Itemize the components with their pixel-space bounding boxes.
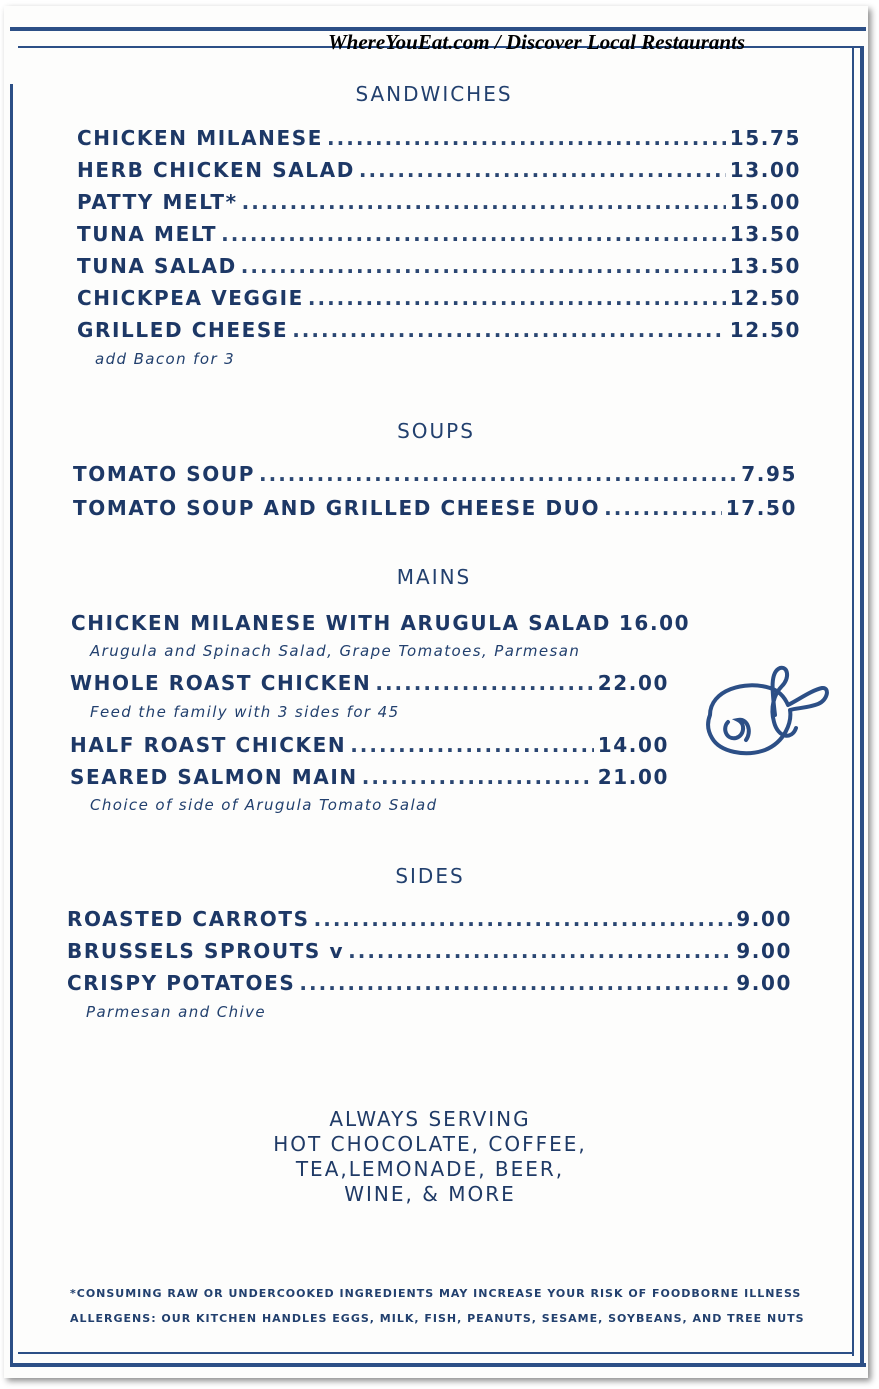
item-name: PATTY MELT* (77, 190, 238, 214)
item-name: TUNA SALAD (77, 254, 237, 278)
menu-item (70, 765, 669, 789)
menu-item (77, 254, 801, 278)
item-note: Choice of side of Arugula Tomato Salad (90, 796, 438, 814)
frame-border-right (860, 46, 864, 1366)
menu-item (77, 190, 801, 214)
item-name: TUNA MELT (77, 222, 218, 246)
frame-inner-bottom (18, 1352, 854, 1354)
always-serving-heading: ALWAYS SERVING (329, 1107, 531, 1131)
item-price: 13.50 (729, 254, 801, 278)
dot-leader (299, 971, 732, 995)
item-name: TOMATO SOUP AND GRILLED CHEESE DUO (73, 496, 601, 520)
section-heading-sides: SIDES (395, 864, 465, 888)
dot-leader (375, 671, 593, 695)
section-heading-sandwiches: SANDWICHES (355, 82, 513, 106)
item-price: 15.00 (729, 190, 801, 214)
always-serving-line: WINE, & MORE (344, 1182, 516, 1206)
chicken-line-icon (700, 660, 830, 760)
item-price: 13.00 (729, 158, 801, 182)
menu-item (71, 611, 691, 635)
dot-leader (292, 318, 726, 342)
always-serving-block (230, 1107, 630, 1207)
always-serving-line: TEA,LEMONADE, BEER, (295, 1157, 565, 1181)
menu-item (70, 671, 669, 695)
menu-item (77, 318, 801, 342)
item-price: 12.50 (729, 286, 801, 310)
item-name: HALF ROAST CHICKEN (70, 733, 347, 757)
item-price: 13.50 (729, 222, 801, 246)
item-note: Feed the family with 3 sides for 45 (90, 703, 400, 721)
item-note: Arugula and Spinach Salad, Grape Tomatoes, Parmesan (90, 642, 581, 660)
item-price: 9.00 (736, 907, 792, 931)
menu-item (77, 158, 801, 182)
frame-border-left (10, 84, 13, 1366)
dot-leader (350, 733, 594, 757)
dot-leader (327, 126, 726, 150)
menu-item (77, 286, 801, 310)
item-price: 17.50 (725, 496, 797, 520)
always-serving-line: HOT CHOCOLATE, COFFEE, (273, 1132, 587, 1156)
menu-item (73, 462, 797, 486)
item-price: 7.95 (741, 462, 797, 486)
menu-item (73, 496, 797, 520)
allergen-notice: ALLERGENS: OUR KITCHEN HANDLES EGGS, MILK, FISH, PEANUTS, SESAME, SOYBEANS, AND TREE NUTS (70, 1312, 805, 1325)
item-name: SEARED SALMON MAIN (70, 765, 358, 789)
item-name: ROASTED CARROTS (67, 907, 310, 931)
item-price: 15.75 (729, 126, 801, 150)
item-note: add Bacon for 3 (95, 350, 236, 368)
item-name: CHICKEN MILANESE WITH ARUGULA SALAD (71, 611, 611, 635)
item-note: Parmesan and Chive (86, 1003, 266, 1021)
dot-leader (314, 907, 733, 931)
menu-item (77, 222, 801, 246)
item-name: CHICKEN MILANESE (77, 126, 324, 150)
item-price: 14.00 (597, 733, 669, 757)
dot-leader (362, 765, 594, 789)
item-name: GRILLED CHEESE (77, 318, 289, 342)
dot-leader (604, 496, 722, 520)
item-price: 12.50 (729, 318, 801, 342)
item-price: 9.00 (736, 971, 792, 995)
dot-leader (241, 254, 726, 278)
item-price: 22.00 (597, 671, 669, 695)
dot-leader (348, 939, 732, 963)
site-watermark: WhereYouEat.com / Discover Local Restaurants (328, 30, 746, 54)
dot-leader (259, 462, 737, 486)
raw-food-warning: *CONSUMING RAW OR UNDERCOOKED INGREDIENTS MAY INCREASE YOUR RISK OF FOODBORNE ILLNESS (70, 1287, 802, 1300)
dot-leader (308, 286, 726, 310)
dot-leader (221, 222, 726, 246)
menu-item (70, 733, 669, 757)
section-heading-soups: SOUPS (397, 419, 475, 443)
item-price: 21.00 (597, 765, 669, 789)
menu-item (77, 126, 801, 150)
item-name: WHOLE ROAST CHICKEN (70, 671, 372, 695)
item-name: HERB CHICKEN SALAD (77, 158, 355, 182)
menu-item (67, 939, 792, 963)
item-price: 16.00 (618, 611, 691, 635)
dot-leader (359, 158, 726, 182)
menu-item (67, 907, 792, 931)
dot-leader (242, 190, 726, 214)
section-heading-mains: MAINS (396, 565, 472, 589)
item-name: BRUSSELS SPROUTS v (67, 939, 345, 963)
item-name: CRISPY POTATOES (67, 971, 296, 995)
item-price: 9.00 (736, 939, 792, 963)
item-name: TOMATO SOUP (73, 462, 255, 486)
item-name: CHICKPEA VEGGIE (77, 286, 304, 310)
menu-item (67, 971, 792, 995)
frame-border-bottom (10, 1363, 866, 1367)
frame-inner-right (852, 46, 854, 1356)
